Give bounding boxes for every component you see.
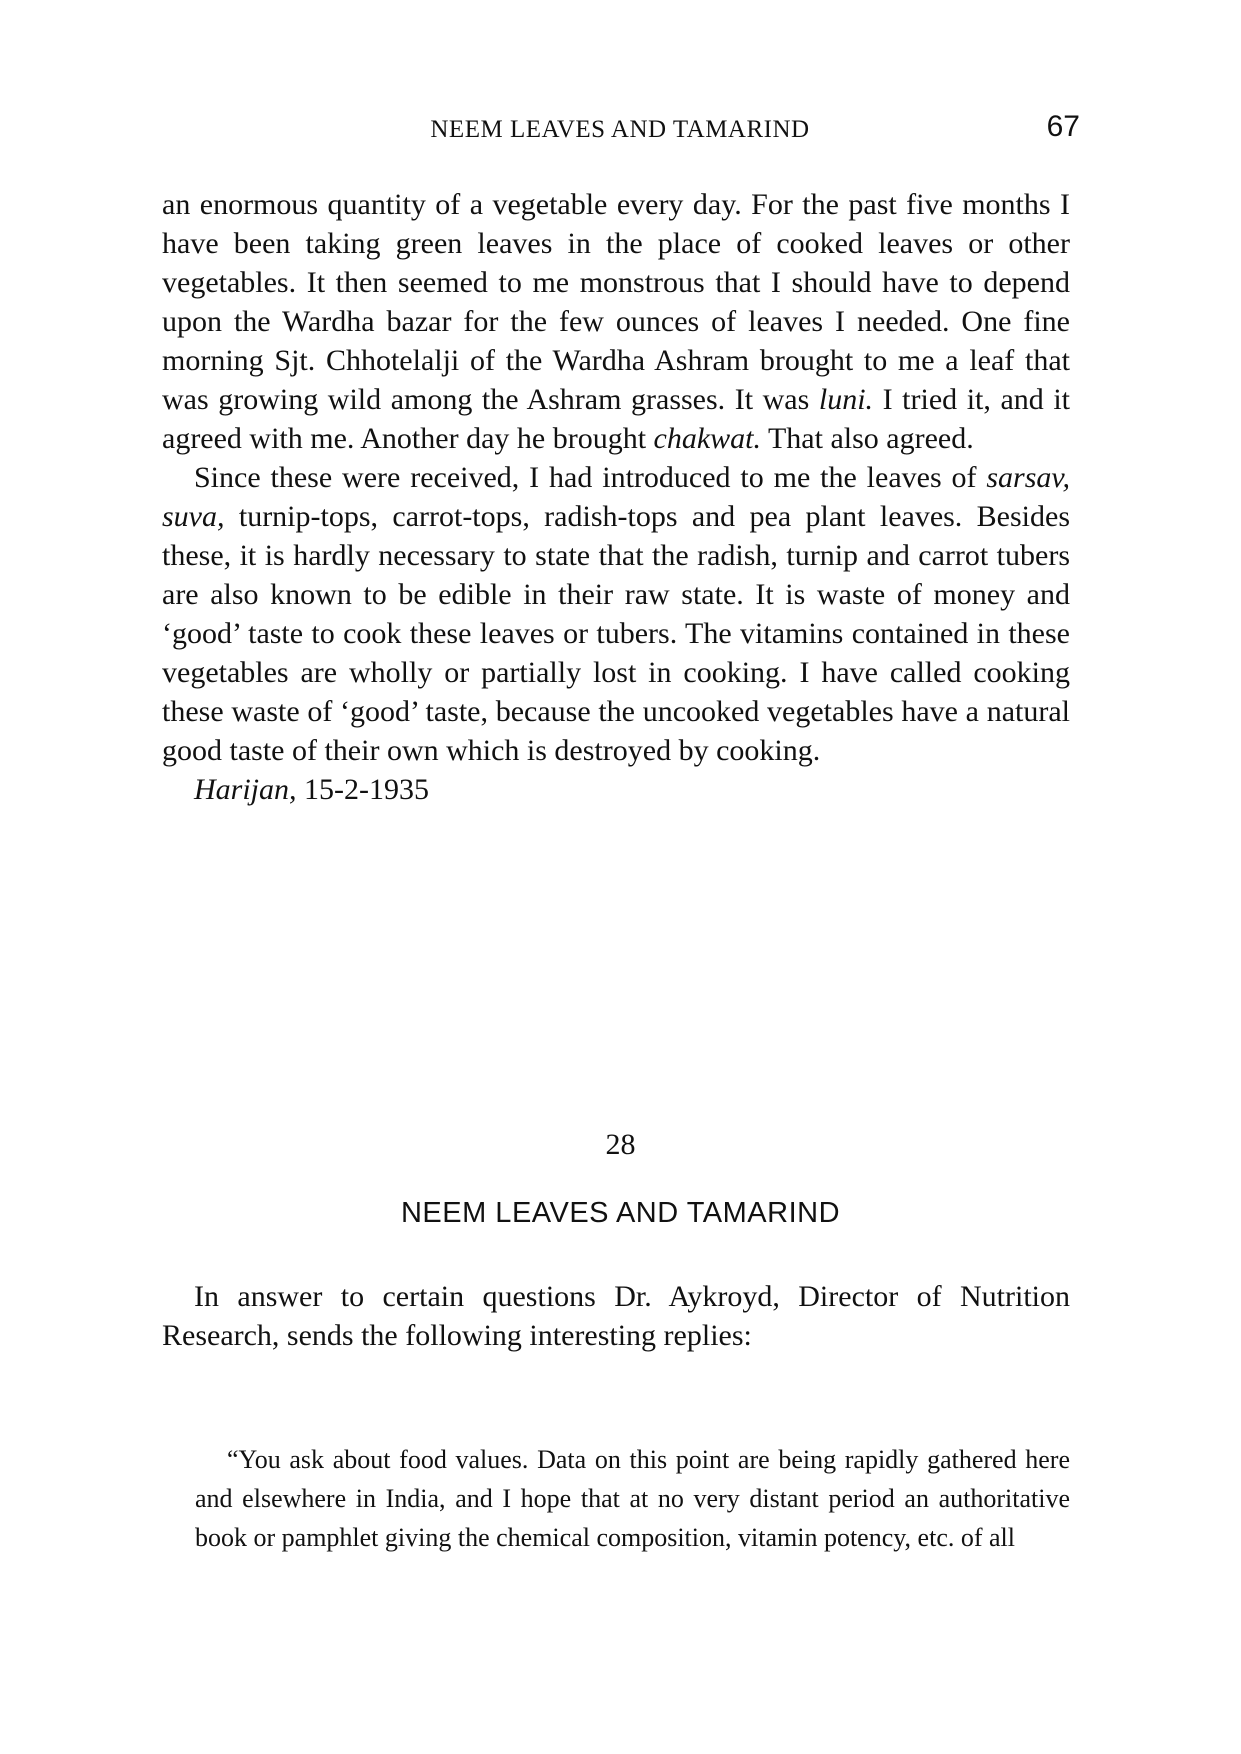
block-quote: “You ask about food values. Data on this point are being rapidly gathered here and elsewhere in India, and I hope that at no very distant period an authoritative book or pamphlet giving the chemical composition, vitamin potency, etc. of all [195,1445,1070,1552]
source-date: 15-2-1935 [304,773,429,806]
text-run: turnip-tops, carrot-tops, radish-tops and pea plant leaves. Besides these, it is hardly necessary to state that the radish, turnip and carrot tubers are also known to be edible in their raw state. It is waste of money and ‘good’ taste to cook these leaves or tubers. The vitamins contained in these vegetables are wholly or partially lost in cooking. I have called cooking these waste of ‘good’ taste, because the uncooked vegetables have a natural good taste of their own which is destroyed by cooking. [162,500,1070,767]
text-run: That also agreed. [761,422,974,455]
running-title: NEEM LEAVES AND TAMARIND [430,116,810,143]
text-run: an enormous quantity of a vegetable every day. For the past five months I have been taking green leaves in the place of cooked leaves or other vegetables. It then seemed to me monstrous that I should have to depend upon the Wardha bazar for the few ounces of leaves I needed. One fine morning Sjt. Chhotelalji of the Wardha Ashram brought to me a leaf that was growing wild among the Ashram grasses. It was [162,188,1070,416]
italic-term-luni: luni. [818,383,874,416]
chapter-number: 28 [605,1128,636,1161]
page-number: 67 [1046,110,1080,143]
chapter-title: NEEM LEAVES AND TAMARIND [400,1197,841,1229]
italic-term-sarsav-suva: sarsav, suva, [162,461,1070,533]
source-citation [162,770,1070,809]
italic-term-chakwat: chakwat. [653,422,762,455]
paragraph-1 [162,185,1070,458]
text-run: Since these were received, I had introduced to me the leaves of [194,461,987,494]
chapter-intro: In answer to certain questions Dr. Aykroyd, Director of Nutrition Research, sends the following interesting replies: [162,1280,1070,1352]
text-run: I tried it, and it agreed with me. Another day he brought [162,383,1070,455]
continued-text [162,185,1070,809]
running-head [160,110,1080,150]
source-publication: Harijan, [194,773,297,806]
paragraph-2 [162,458,1070,770]
